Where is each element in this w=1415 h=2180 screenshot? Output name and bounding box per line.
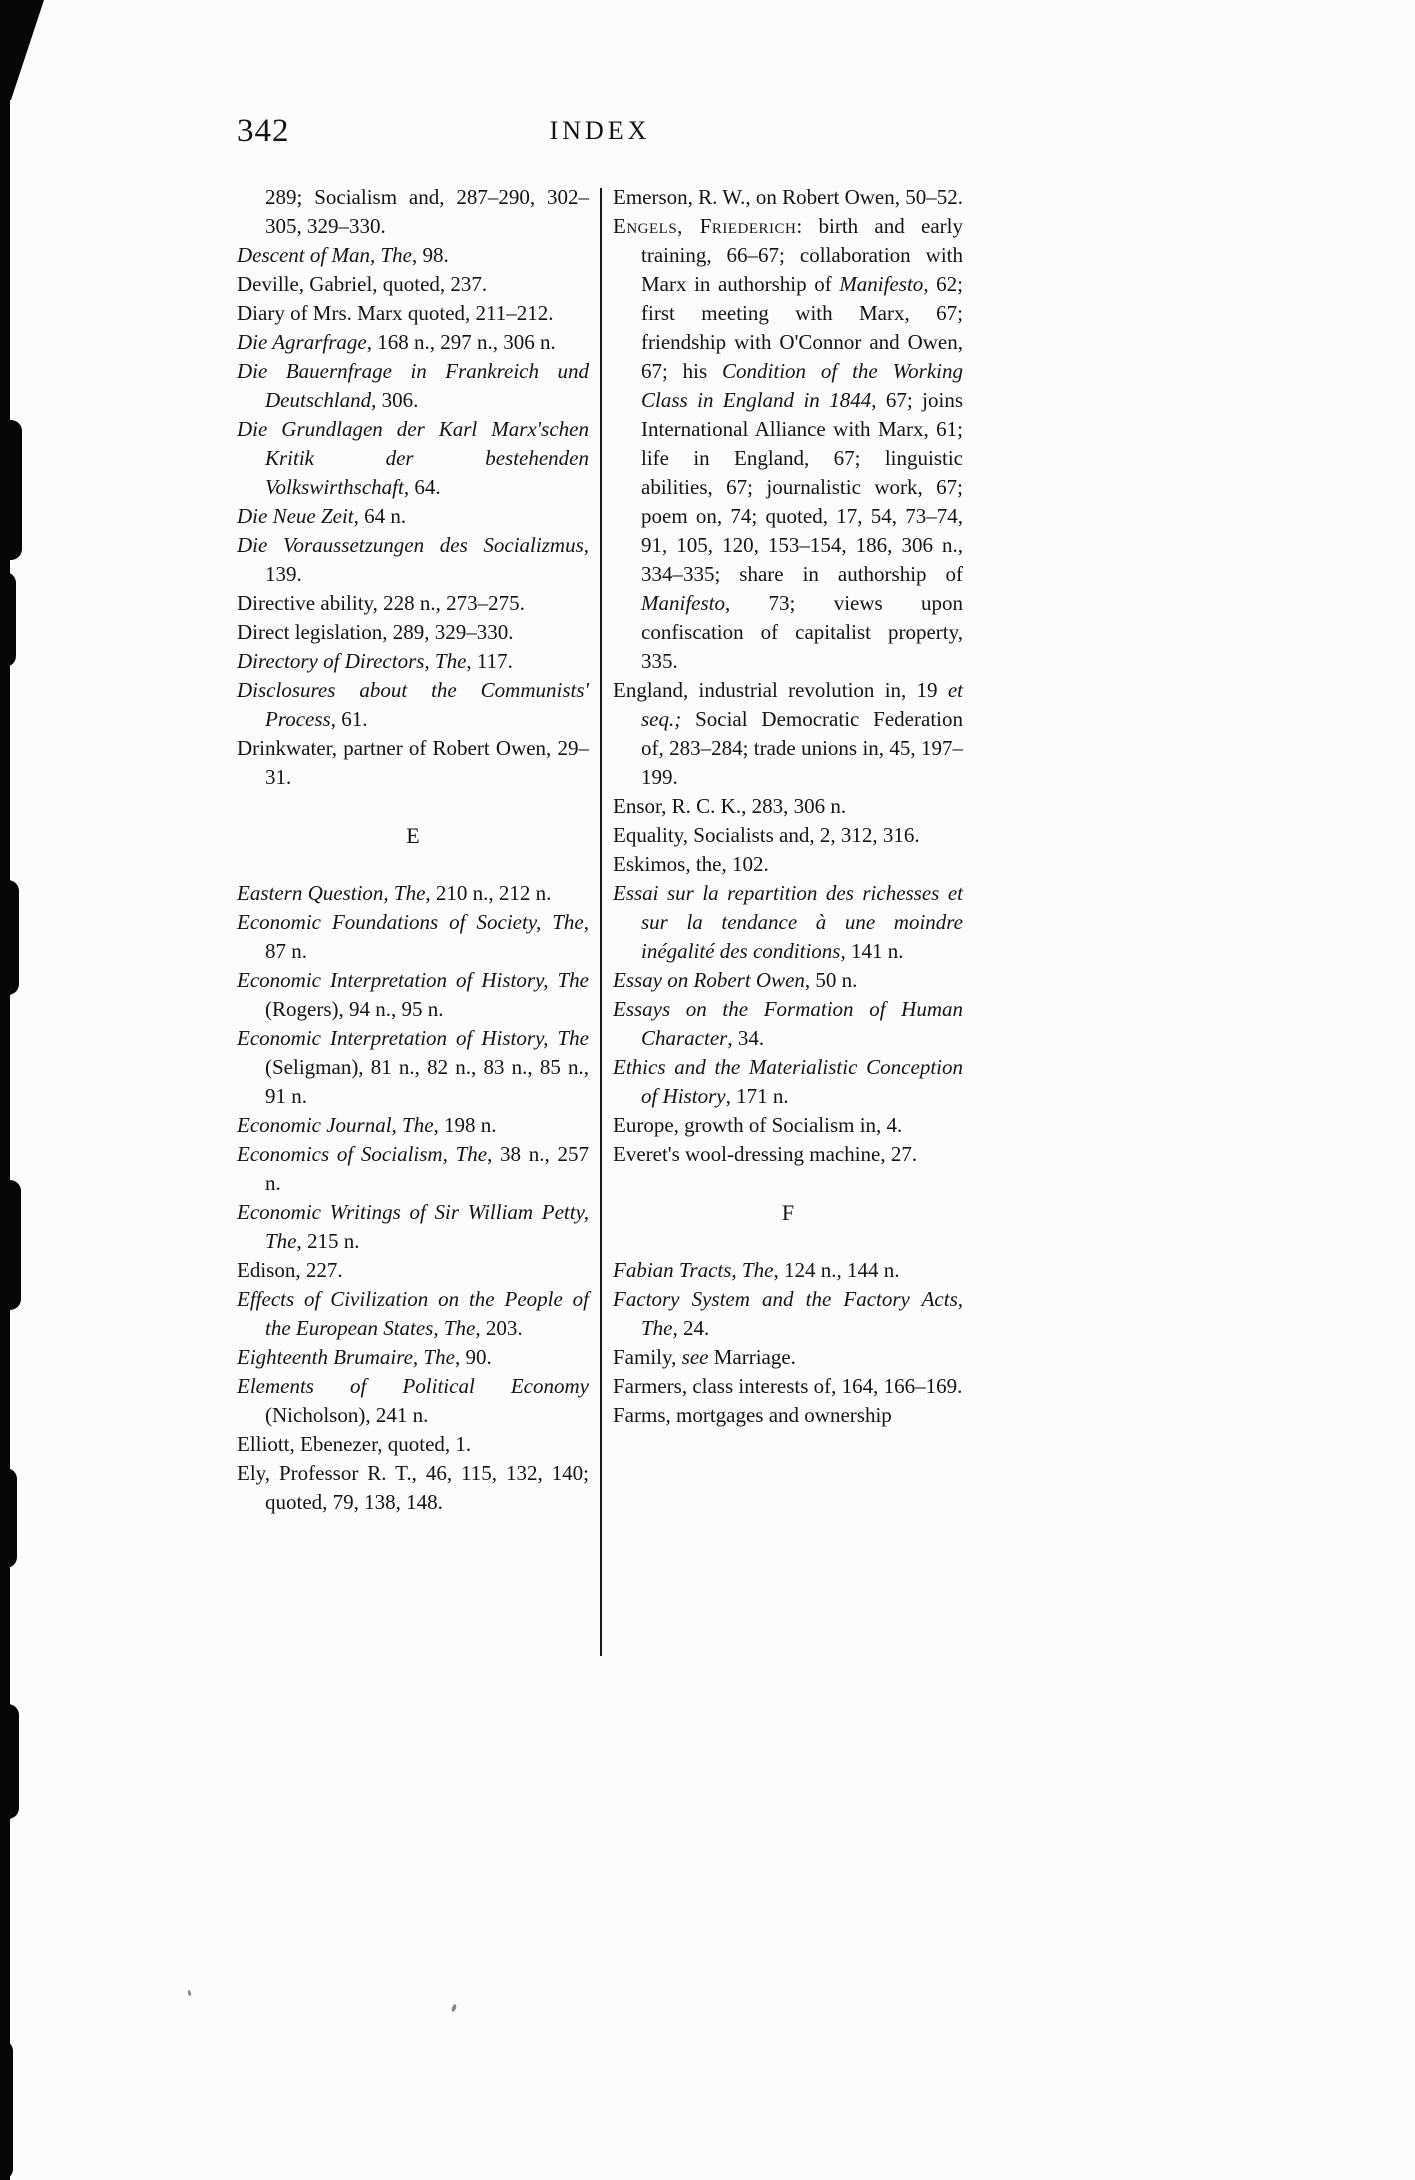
entry-text: : birth and early training, 66–67; collaboration with Marx in authorship of (641, 214, 963, 296)
entry-text: , 73; views upon confiscation of capitalist property, 335. (641, 591, 963, 673)
index-entry (237, 1198, 589, 1256)
entry-text: , 203. (475, 1316, 523, 1340)
index-entry (613, 183, 963, 212)
page-header-title: INDEX (549, 116, 651, 145)
entry-text-italic: see (681, 1345, 709, 1369)
index-entry (613, 1372, 963, 1401)
index-entry (237, 966, 589, 1024)
index-entry (613, 1343, 963, 1372)
entry-text: , 61. (330, 707, 368, 731)
entry-text-italic: Economic Interpretation of History, The (237, 968, 589, 992)
entry-text: (Rogers), 94 n., 95 n. (265, 997, 444, 1021)
index-entry (237, 241, 589, 270)
entry-text: Europe, growth of Socialism in, 4. (613, 1113, 903, 1137)
scan-speck (451, 2004, 457, 2013)
index-entry (237, 589, 589, 618)
entry-text-italic: Die Agrarfrage (237, 330, 367, 354)
index-entry (237, 1140, 589, 1198)
entry-text-italic: Economic Writings of Sir William Petty, The (237, 1200, 589, 1253)
scan-edge-blot (0, 420, 22, 560)
section-heading-f: F (781, 1200, 795, 1225)
entry-text: , 98. (411, 243, 449, 267)
entry-text: , 24. (672, 1316, 710, 1340)
entry-text: , 62; first meeting with Marx, 67; friendship with O'Connor and Owen, 67; his (641, 272, 963, 383)
index-entry (237, 618, 589, 647)
entry-text: Farmers, class interests of, 164, 166–169. (613, 1374, 963, 1398)
page-number: 342 (237, 113, 290, 149)
entry-text-italic: Ethics and the Materialistic Conception of History (613, 1055, 963, 1108)
entry-text: , 306. (371, 388, 419, 412)
entry-text: , 90. (454, 1345, 492, 1369)
entry-text: Equality, Socialists and, 2, 312, 316. (613, 823, 920, 847)
entry-text-italic: Essai sur la repartition des richesses et sur la tendance à une moindre inégalité des conditions (613, 881, 963, 963)
entry-text: , 87 n. (265, 910, 589, 963)
entry-text-italic: Factory System and the Factory Acts, The (613, 1287, 963, 1340)
index-entry (237, 908, 589, 966)
index-entry (237, 1372, 589, 1430)
entry-text: Ely, Professor R. T., 46, 115, 132, 140; quoted, 79, 138, 148. (237, 1461, 589, 1514)
index-entry (237, 415, 589, 502)
index-entry (237, 734, 589, 792)
entry-text-italic: Economic Journal, The (237, 1113, 434, 1137)
index-entry (237, 299, 589, 328)
entry-text-italic: Directory of Directors, The (237, 649, 467, 673)
entry-text: Diary of Mrs. Marx quoted, 211–212. (237, 301, 554, 325)
entry-text: , 215 n. (296, 1229, 360, 1253)
index-columns (237, 183, 963, 1517)
scan-edge-blot (0, 0, 44, 100)
entry-text-italic: Effects of Civilization on the People of the European States, The (237, 1287, 589, 1340)
entry-text-italic: Die Neue Zeit (237, 504, 354, 528)
entry-text-italic: Die Grundlagen der Karl Marx'schen Kritik der bestehenden Volkswirthschaft (237, 417, 589, 499)
index-entry (237, 879, 589, 908)
scan-edge-blot (0, 880, 19, 995)
entry-text-italic: Fabian Tracts, The (613, 1258, 774, 1282)
index-entry (237, 1459, 589, 1517)
entry-text-italic: Economic Foundations of Society, The (237, 910, 584, 934)
entry-text: , 64. (403, 475, 441, 499)
entry-text-italic: Die Voraussetzungen des Socializmus (237, 533, 584, 557)
entry-text-italic: Eastern Question, The (237, 881, 426, 905)
section-heading-e: E (406, 823, 420, 848)
entry-text: Edison, 227. (237, 1258, 343, 1282)
index-entry (613, 1401, 963, 1430)
index-entry (237, 183, 589, 241)
left-column (237, 183, 589, 1517)
index-entry (237, 357, 589, 415)
entry-text: Everet's wool-dressing machine, 27. (613, 1142, 918, 1166)
scan-edge-blot (0, 2040, 13, 2180)
index-entry (237, 328, 589, 357)
entry-text: , 198 n. (433, 1113, 497, 1137)
entry-text: , 38 n., 257 n. (265, 1142, 590, 1195)
entry-text-italic: et seq.; (641, 678, 963, 731)
entry-text: , 67; joins International Alliance with Marx, 61; life in England, 67; linguistic abilities, 67; journalistic work, 67; poem on, 74; quoted, 17, 54, 73–74, 91, 105, 120, 153–154, 186, 306 n., 334–335; share in authorship of (641, 388, 963, 586)
index-entry (613, 1140, 963, 1169)
entry-text: , 34. (727, 1026, 765, 1050)
scan-edge-blot (0, 1468, 17, 1568)
entry-text-italic: Eighteenth Brumaire, The (237, 1345, 455, 1369)
entry-text: (Nicholson), 241 n. (265, 1403, 429, 1427)
entry-text: Emerson, R. W., on Robert Owen, 50–52. (613, 185, 963, 209)
entry-text: , 171 n. (725, 1084, 789, 1108)
index-entry (237, 531, 589, 589)
entry-text-italic: Manifesto (839, 272, 924, 296)
entry-text: Eskimos, the, 102. (613, 852, 769, 876)
index-entry (613, 1111, 963, 1140)
entry-text: , 117. (466, 649, 513, 673)
entry-text-italic: Disclosures about the Communists' Process (237, 678, 589, 731)
entry-text-italic: Essay on Robert Owen (613, 968, 805, 992)
index-entry (237, 502, 589, 531)
index-entry (237, 1343, 589, 1372)
entry-text: Directive ability, 228 n., 273–275. (237, 591, 525, 615)
entry-text: , 141 n. (840, 939, 904, 963)
entry-text: Social Democratic Federation of, 283–284; trade unions in, 45, 197–199. (641, 707, 963, 789)
entry-text: Farms, mortgages and ownership (613, 1403, 892, 1427)
running-head (237, 112, 963, 150)
entry-text: Family, (613, 1345, 682, 1369)
entry-text: , 64 n. (353, 504, 407, 528)
entry-text: , 50 n. (804, 968, 858, 992)
index-entry (613, 676, 963, 792)
entry-text-italic: Economic Interpretation of History, The (237, 1026, 589, 1050)
entry-text-italic: Elements of Political Economy (237, 1374, 589, 1398)
index-entry (613, 1285, 963, 1343)
right-column (613, 183, 963, 1517)
entry-text: , 210 n., 212 n. (425, 881, 552, 905)
entry-text-italic: Economics of Socialism, The (237, 1142, 488, 1166)
index-entry (613, 792, 963, 821)
entry-text: , 168 n., 297 n., 306 n. (366, 330, 556, 354)
entry-text: , 124 n., 144 n. (773, 1258, 900, 1282)
index-entry (613, 1053, 963, 1111)
index-entry (237, 1256, 589, 1285)
scan-edge-blot (0, 572, 16, 667)
entry-text: Elliott, Ebenezer, quoted, 1. (237, 1432, 472, 1456)
entry-text: England, industrial revolution in, 19 (613, 678, 948, 702)
scan-speck (187, 1990, 191, 1997)
entry-text: , 139. (265, 533, 589, 586)
index-entry (237, 1285, 589, 1343)
index-entry (613, 821, 963, 850)
index-entry (613, 850, 963, 879)
entry-text: Deville, Gabriel, quoted, 237. (237, 272, 488, 296)
index-entry (237, 1111, 589, 1140)
scan-edge-strip (0, 0, 10, 2180)
index-entry (613, 212, 963, 676)
scan-edge-blot (0, 1180, 21, 1310)
index-entry (237, 1024, 589, 1111)
index-entry (237, 647, 589, 676)
entry-text: 289; Socialism and, 287–290, 302–305, 329–330. (265, 185, 589, 238)
entry-text: Marriage. (708, 1345, 796, 1369)
entry-text-italic: Condition of the Working Class in England in 1844 (641, 359, 963, 412)
entry-text: Direct legislation, 289, 329–330. (237, 620, 514, 644)
index-entry (613, 966, 963, 995)
entry-text-italic: Manifesto (641, 591, 725, 615)
entry-text-italic: Descent of Man, The (237, 243, 412, 267)
entry-text: (Seligman), 81 n., 82 n., 83 n., 85 n., 91 n. (265, 1055, 589, 1108)
index-entry (237, 1430, 589, 1459)
entry-name-smallcaps: Engels, Friederich (613, 214, 797, 238)
entry-text-italic: Essays on the Formation of Human Character (613, 997, 963, 1050)
index-entry (613, 995, 963, 1053)
index-entry (237, 270, 589, 299)
entry-text: Drinkwater, partner of Robert Owen, 29–31. (237, 736, 589, 789)
index-entry (237, 676, 589, 734)
scan-edge-blot (0, 1704, 19, 1819)
index-entry (613, 879, 963, 966)
index-entry (613, 1256, 963, 1285)
entry-text: Ensor, R. C. K., 283, 306 n. (613, 794, 847, 818)
entry-text-italic: Die Bauernfrage in Frankreich und Deutschland (237, 359, 589, 412)
